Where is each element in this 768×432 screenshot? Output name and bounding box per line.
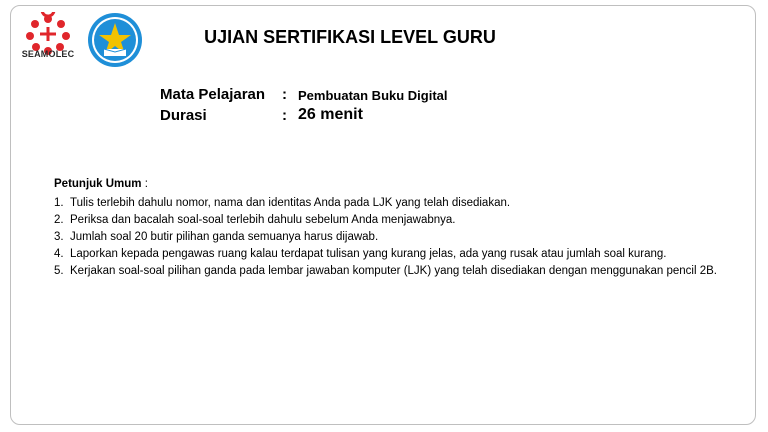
list-item-text: Jumlah soal 20 butir pilihan ganda semuanya harus dijawab. [70,231,379,243]
instructions-heading-text: Petunjuk Umum [54,178,142,190]
subject-value: Pembuatan Buku Digital [298,88,448,103]
list-item-text: Kerjakan soal-soal pilihan ganda pada lembar jawaban komputer (LJK) yang telah disediakan dengan menggunakan pencil 2B. [70,265,717,277]
instructions-section [54,176,727,280]
subject-label: Mata Pelajaran [160,86,266,103]
list-item-text: Laporkan kepada pengawas ruang kalau terdapat tulisan yang kurang jelas, ada yang rusak atau jumlah soal kurang. [70,248,667,260]
instructions-list [54,195,727,280]
kemdikbud-logo [86,11,144,69]
list-item-number: 3. [54,231,64,243]
list-item [54,195,727,212]
list-item [54,263,727,280]
list-item-number: 5. [54,265,64,277]
page-title: UJIAN SERTIFIKASI LEVEL GURU [204,27,496,47]
instructions-heading-suffix: : [141,178,148,190]
duration-label: Durasi [160,107,207,124]
duration-separator: : [282,107,287,124]
list-item-text: Tulis terlebih dahulu nomor, nama dan identitas Anda pada LJK yang telah disediakan. [70,197,511,209]
subject-separator: : [282,86,287,103]
list-item [54,229,727,246]
list-item [54,246,727,263]
seamolec-logo-text: SEAMOLEC [21,49,75,59]
list-item-number: 4. [54,248,64,260]
instructions-heading [54,176,727,193]
list-item-number: 1. [54,197,64,209]
list-item-number: 2. [54,214,64,226]
list-item-text: Periksa dan bacalah soal-soal terlebih dahulu sebelum Anda menjawabnya. [70,214,456,226]
duration-value: 26 menit [298,106,363,123]
list-item [54,212,727,229]
